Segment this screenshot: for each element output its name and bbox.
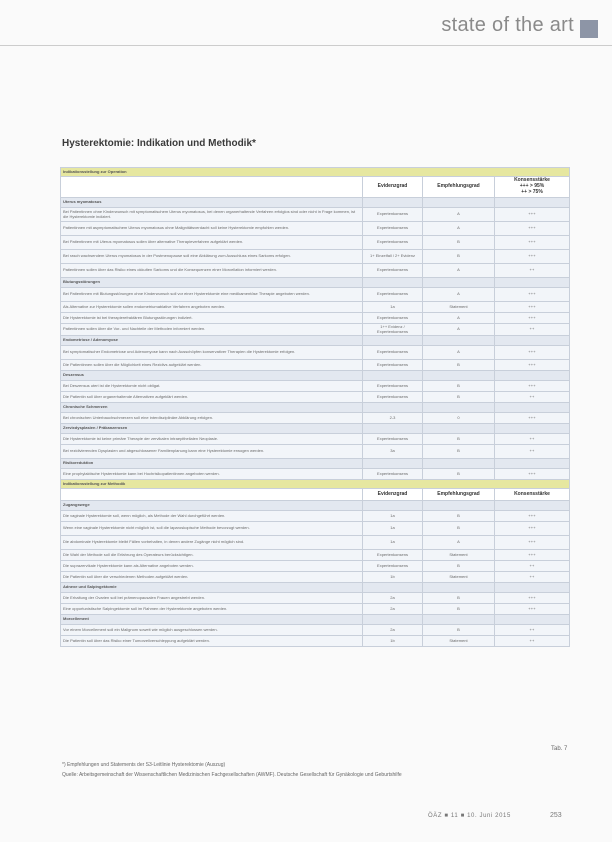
recommendation-grade-cell: A (423, 324, 495, 336)
group-blank-cell (363, 459, 423, 469)
consensus-cell: +++ (495, 222, 570, 236)
group-blank-cell (495, 424, 570, 434)
group-title: Endometriose / Adenomyose (61, 336, 363, 346)
group-header-row (61, 198, 570, 208)
header-square-icon (580, 20, 598, 38)
recommendation-text: Eine prophylaktische Hysterektomie kann bei Hochrisikopatientinnen angeboten werden. (61, 469, 363, 480)
table-row (61, 445, 570, 459)
recommendation-grade-cell: B (423, 469, 495, 480)
group-title: Zervixdysplasien / Präkanzerosen (61, 424, 363, 434)
group-title: Adnexe und Salpingektomie (61, 583, 363, 593)
group-blank-cell (423, 403, 495, 413)
recommendation-grade-cell: 0 (423, 413, 495, 424)
group-blank-cell (423, 459, 495, 469)
source-note: Quelle: Arbeitsgemeinschaft der Wissenschaftlichen Medizinischen Fachgesellschaften (AWMF). Deutsche Gesellschaft für Gynäkologie und Geburtshilfe (62, 772, 402, 778)
section-title: Indikationsstellung zur Methodik (61, 480, 570, 489)
consensus-cell: ++ (495, 625, 570, 636)
recommendation-grade-cell: B (423, 392, 495, 403)
group-header-row (61, 371, 570, 381)
table-row (61, 636, 570, 647)
recommendation-grade-cell: B (423, 522, 495, 536)
consensus-cell: +++ (495, 469, 570, 480)
recommendation-grade-cell: B (423, 593, 495, 604)
consensus-cell: +++ (495, 381, 570, 392)
journal-issue: ÖÄZ ■ 11 ■ 10. Juni 2015 (428, 813, 511, 819)
page-number: 253 (550, 812, 562, 819)
recommendation-grade-cell: A (423, 346, 495, 360)
group-blank-cell (423, 198, 495, 208)
recommendation-text: Vor einem Morcellement soll ein Malignom soweit wie möglich ausgeschlossen werden. (61, 625, 363, 636)
consensus-cell: +++ (495, 593, 570, 604)
table-row (61, 346, 570, 360)
recommendation-text: Bei symptomatischer Endometriose und Adenomyose kann nach Ausschöpfen konservativer Therapien die Hysterektomie erfolgen. (61, 346, 363, 360)
table-row (61, 550, 570, 561)
consensus-cell: +++ (495, 522, 570, 536)
table-row (61, 313, 570, 324)
group-blank-cell (363, 615, 423, 625)
evidence-cell: 2a (363, 604, 423, 615)
consensus-cell: +++ (495, 346, 570, 360)
recommendation-text: Die Hysterektomie ist bei therapierefraktären Blutungsstörungen indiziert. (61, 313, 363, 324)
group-blank-cell (495, 198, 570, 208)
evidence-cell: Expertenkonsens (363, 550, 423, 561)
consensus-cell: ++ (495, 572, 570, 583)
group-title: Zugangswege (61, 501, 363, 511)
table-row (61, 572, 570, 583)
evidence-cell: 1b (363, 572, 423, 583)
table-row (61, 324, 570, 336)
recommendation-grade-cell: A (423, 313, 495, 324)
header-blank-cell (61, 489, 363, 501)
group-blank-cell (423, 371, 495, 381)
evidence-cell: 1a (363, 522, 423, 536)
consensus-header-label: Konsensstärke (514, 177, 550, 184)
consensus-cell: +++ (495, 511, 570, 522)
group-title: Uterus myomatosus (61, 198, 363, 208)
recommendation-text: Patientinnen mit asymptomatischem Uterus myomatosus ohne Malignitätsverdacht soll keine Hysterektomie empfohlen werden. (61, 222, 363, 236)
evidence-column-header: Evidenzgrad (363, 489, 423, 501)
consensus-cell: ++ (495, 264, 570, 278)
consensus-cell: +++ (495, 413, 570, 424)
recommendation-grade-cell: B (423, 625, 495, 636)
recommendation-text: Patientinnen sollen über das Risiko eines okkulten Sarkoms und die Konsequenzen einer Morcellation informiert werden. (61, 264, 363, 278)
recommendation-text: Wenn eine vaginale Hysterektomie nicht möglich ist, soll die laparoskopische Methode bevorzugt werden. (61, 522, 363, 536)
group-header-row (61, 615, 570, 625)
recommendation-text: Bei Patientinnen mit Uterus myomatosus sollen über alternative Therapieverfahren aufgeklärt werden. (61, 236, 363, 250)
consensus-cell: ++ (495, 636, 570, 647)
evidence-cell: Expertenkonsens (363, 222, 423, 236)
consensus-legend-line: +++ > 95% (519, 183, 545, 190)
recommendation-table (60, 167, 570, 647)
recommendation-column-header: Empfehlungsgrad (423, 177, 495, 198)
group-blank-cell (363, 278, 423, 288)
table-row (61, 522, 570, 536)
group-blank-cell (495, 583, 570, 593)
group-blank-cell (363, 583, 423, 593)
group-blank-cell (423, 424, 495, 434)
recommendation-grade-cell: Statement (423, 302, 495, 313)
recommendation-grade-cell: B (423, 360, 495, 371)
group-header-row (61, 424, 570, 434)
footnote: *) Empfehlungen und Statements der S3-Leitlinie Hysterektomie (Auszug) (62, 762, 226, 768)
recommendation-grade-cell: B (423, 236, 495, 250)
table-row (61, 288, 570, 302)
recommendation-grade-cell: B (423, 445, 495, 459)
group-title: Morcellement (61, 615, 363, 625)
group-blank-cell (363, 424, 423, 434)
table-row (61, 625, 570, 636)
recommendation-text: Die Patientin soll über das Risiko einer Tumorzellverschleppung aufgeklärt werden. (61, 636, 363, 647)
group-blank-cell (495, 336, 570, 346)
recommendation-grade-cell: B (423, 561, 495, 572)
table-title: Hysterektomie: Indikation und Methodik* (62, 138, 256, 149)
evidence-cell: Expertenkonsens (363, 434, 423, 445)
consensus-column-header: Konsensstärke (495, 489, 570, 501)
group-blank-cell (495, 459, 570, 469)
consensus-legend-line: ++ > 75% (521, 188, 543, 195)
group-blank-cell (363, 198, 423, 208)
group-blank-cell (495, 278, 570, 288)
consensus-cell: ++ (495, 324, 570, 336)
recommendation-text: Die Patientin soll über die verschiedenen Methoden aufgeklärt werden. (61, 572, 363, 583)
table-row (61, 302, 570, 313)
table-row (61, 536, 570, 550)
table-row (61, 593, 570, 604)
group-title: Deszensus (61, 371, 363, 381)
evidence-cell: 2a (363, 625, 423, 636)
evidence-cell: Expertenkonsens (363, 561, 423, 572)
header-divider (0, 45, 612, 46)
evidence-cell: Expertenkonsens (363, 208, 423, 222)
evidence-cell: 1a (363, 511, 423, 522)
recommendation-grade-cell: B (423, 250, 495, 264)
running-header-title: state of the art (441, 14, 574, 36)
group-blank-cell (423, 615, 495, 625)
consensus-cell: +++ (495, 550, 570, 561)
recommendation-grade-cell: Statement (423, 550, 495, 561)
group-blank-cell (495, 615, 570, 625)
recommendation-text: Bei rasch wachsendem Uterus myomatosus in der Postmenopause soll eine Abklärung zum Ausschluss eines Sarkoms erfolgen. (61, 250, 363, 264)
section-title: Indikationsstellung zur Operation (61, 168, 570, 177)
table-row (61, 264, 570, 278)
consensus-cell: +++ (495, 288, 570, 302)
table-row (61, 434, 570, 445)
table-row (61, 604, 570, 615)
group-header-row (61, 459, 570, 469)
recommendation-grade-cell: Statement (423, 572, 495, 583)
group-header-row (61, 501, 570, 511)
group-blank-cell (495, 501, 570, 511)
table-row (61, 413, 570, 424)
group-blank-cell (363, 403, 423, 413)
consensus-column-header (495, 177, 570, 198)
table-row (61, 381, 570, 392)
group-blank-cell (423, 278, 495, 288)
recommendation-text: Die Erhaltung der Ovarien soll bei prämenopausalen Frauen angestrebt werden. (61, 593, 363, 604)
recommendation-text: Die Patientin soll über organerhaltende Alternativen aufgeklärt werden. (61, 392, 363, 403)
table-row (61, 236, 570, 250)
section-header-row (61, 480, 570, 489)
consensus-cell: +++ (495, 536, 570, 550)
consensus-cell: ++ (495, 392, 570, 403)
group-blank-cell (363, 371, 423, 381)
evidence-cell: 1+ Einzelfall / 2+ Evidenz (363, 250, 423, 264)
evidence-cell: 1++ Evidenz / Expertenkonsens (363, 324, 423, 336)
consensus-cell: +++ (495, 208, 570, 222)
group-header-row (61, 403, 570, 413)
group-blank-cell (495, 371, 570, 381)
recommendation-text: Die vaginale Hysterektomie soll, wenn möglich, als Methode der Wahl durchgeführt werden. (61, 511, 363, 522)
group-blank-cell (423, 501, 495, 511)
evidence-cell: Expertenkonsens (363, 264, 423, 278)
recommendation-grade-cell: A (423, 222, 495, 236)
consensus-cell: +++ (495, 313, 570, 324)
recommendation-text: Bei Patientinnen mit Blutungsstörungen ohne Kinderwunsch soll vor einer Hysterektomie eine medikamentöse Therapie angeboten werden. (61, 288, 363, 302)
recommendation-grade-cell: A (423, 208, 495, 222)
evidence-cell: 2-3 (363, 413, 423, 424)
evidence-cell: Expertenkonsens (363, 346, 423, 360)
recommendation-grade-cell: A (423, 536, 495, 550)
evidence-cell: Expertenkonsens (363, 236, 423, 250)
group-blank-cell (363, 336, 423, 346)
consensus-cell: +++ (495, 250, 570, 264)
table-row (61, 511, 570, 522)
consensus-cell: +++ (495, 236, 570, 250)
recommendation-text: Als Alternative zur Hysterektomie sollen endometriumablative Verfahren angeboten werden. (61, 302, 363, 313)
consensus-cell: +++ (495, 360, 570, 371)
recommendation-grade-cell: B (423, 511, 495, 522)
group-blank-cell (495, 403, 570, 413)
recommendation-text: Die Patientinnen sollen über die Möglichkeit eines Rezidivs aufgeklärt werden. (61, 360, 363, 371)
evidence-column-header: Evidenzgrad (363, 177, 423, 198)
evidence-cell: 1a (363, 536, 423, 550)
recommendation-text: Die Wahl der Methode soll die Erfahrung des Operateurs berücksichtigen. (61, 550, 363, 561)
group-blank-cell (363, 501, 423, 511)
table-row (61, 208, 570, 222)
recommendation-text: Die abdominale Hysterektomie bleibt Fällen vorbehalten, in denen andere Zugänge nicht möglich sind. (61, 536, 363, 550)
table-row (61, 392, 570, 403)
recommendation-grade-cell: B (423, 381, 495, 392)
evidence-cell: Expertenkonsens (363, 381, 423, 392)
consensus-cell: ++ (495, 434, 570, 445)
recommendation-text: Die Hysterektomie ist keine primäre Therapie der zervikalen intraepithelialen Neoplasie. (61, 434, 363, 445)
group-header-row (61, 583, 570, 593)
recommendation-column-header: Empfehlungsgrad (423, 489, 495, 501)
recommendation-text: Patientinnen sollen über die Vor- und Nachteile der Methoden informiert werden. (61, 324, 363, 336)
table-label: Tab. 7 (551, 746, 568, 752)
evidence-cell: 1b (363, 636, 423, 647)
header-blank-cell (61, 177, 363, 198)
group-blank-cell (423, 583, 495, 593)
recommendation-text: Eine opportunistische Salpingektomie soll im Rahmen der Hysterektomie angeboten werden. (61, 604, 363, 615)
evidence-cell: Expertenkonsens (363, 288, 423, 302)
group-blank-cell (423, 336, 495, 346)
consensus-cell: ++ (495, 445, 570, 459)
table-row (61, 469, 570, 480)
column-header-row (61, 489, 570, 501)
recommendation-text: Bei Deszensus uteri ist die Hysterektomie nicht obligat. (61, 381, 363, 392)
consensus-cell: +++ (495, 604, 570, 615)
consensus-cell: ++ (495, 561, 570, 572)
column-header-row (61, 177, 570, 198)
table-row (61, 360, 570, 371)
consensus-cell: +++ (495, 302, 570, 313)
section-header-row (61, 168, 570, 177)
recommendation-grade-cell: B (423, 434, 495, 445)
recommendation-text: Bei Patientinnen ohne Kinderwunsch mit symptomatischem Uterus myomatosus, bei denen organerhaltende Verfahren erfolglos sind oder nicht in Frage kommen, ist die Hysterektomie indiziert. (61, 208, 363, 222)
group-header-row (61, 278, 570, 288)
evidence-cell: Expertenkonsens (363, 313, 423, 324)
group-title: Blutungsstörungen (61, 278, 363, 288)
evidence-cell: Expertenkonsens (363, 392, 423, 403)
group-title: Chronische Schmerzen (61, 403, 363, 413)
recommendation-grade-cell: A (423, 264, 495, 278)
evidence-cell: 1a (363, 302, 423, 313)
recommendation-text: Die suprazervikale Hysterektomie kann als Alternative angeboten werden. (61, 561, 363, 572)
evidence-cell: Expertenkonsens (363, 469, 423, 480)
group-header-row (61, 336, 570, 346)
table-row (61, 250, 570, 264)
table-row (61, 561, 570, 572)
evidence-cell: Expertenkonsens (363, 360, 423, 371)
recommendation-text: Bei rezidivierenden Dysplasien und abgeschlossener Familienplanung kann eine Hysterektomie erwogen werden. (61, 445, 363, 459)
recommendation-grade-cell: A (423, 288, 495, 302)
recommendation-text: Bei chronischen Unterbauchschmerzen soll eine interdisziplinäre Abklärung erfolgen. (61, 413, 363, 424)
table-row (61, 222, 570, 236)
evidence-cell: 3a (363, 445, 423, 459)
group-title: Risikoreduktion (61, 459, 363, 469)
recommendation-grade-cell: B (423, 604, 495, 615)
recommendation-grade-cell: Statement (423, 636, 495, 647)
evidence-cell: 2a (363, 593, 423, 604)
